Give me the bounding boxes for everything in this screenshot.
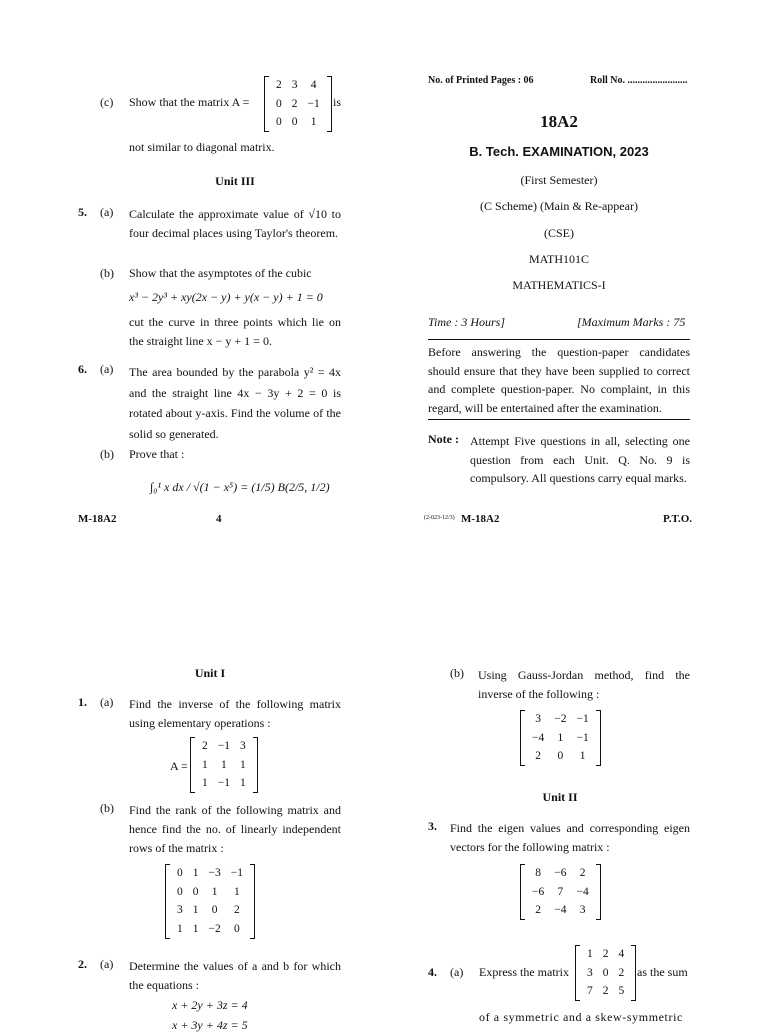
q5b-label: (b): [100, 266, 114, 280]
matrix-cell: 3: [535, 713, 541, 725]
q4c-matrix: [264, 76, 332, 132]
q2a-label: (a): [100, 957, 114, 971]
matrix-row: [172, 901, 248, 920]
footer-small-code: (2-023-12/3): [424, 515, 455, 521]
footer-page-number: 4: [216, 513, 222, 525]
matrix-row: [527, 729, 594, 748]
q2-number: 2.: [78, 957, 87, 971]
matrix-cell: −1: [576, 731, 589, 744]
matrix-cell: 2: [602, 948, 609, 960]
printed-pages: No. of Printed Pages : 06: [428, 75, 534, 86]
matrix-cell: 0: [276, 97, 282, 110]
matrix-cell: 2: [602, 985, 609, 998]
q5b-equation: x³ − 2y³ + xy(2x − y) + y(x − y) + 1 = 0: [129, 290, 323, 304]
matrix-cell: 3: [291, 79, 298, 91]
matrix-cell: 2: [535, 750, 541, 763]
q4-number: 4.: [428, 965, 437, 979]
matrix-cell: −4: [532, 731, 545, 744]
matrix-cell: −6: [554, 867, 567, 879]
q4a-text-after: as the sum: [637, 965, 688, 979]
matrix-cell: 1: [192, 923, 199, 936]
q5a-text: Calculate the approximate value of √10 to four decimal places using Taylor's theorem.: [129, 207, 341, 241]
matrix-cell: 3: [240, 740, 246, 752]
max-marks: [Maximum Marks : 75: [577, 315, 686, 329]
matrix-row: [271, 76, 325, 95]
scheme: (C Scheme) (Main & Re-appear): [480, 199, 638, 213]
q3-number: 3.: [428, 819, 437, 833]
matrix-cell: 3: [587, 966, 593, 979]
matrix-cell: 0: [234, 923, 240, 936]
unit1-heading: Unit I: [194, 666, 226, 680]
matrix-row: [197, 756, 251, 775]
matrix-cell: 0: [602, 966, 609, 979]
branch: (CSE): [544, 226, 574, 240]
footer-code-left: M-18A2: [78, 513, 117, 525]
matrix-cell: 1: [211, 885, 218, 898]
q5b-text2: cut the curve in three points which lie on the straight line x − y + 1 = 0.: [129, 315, 341, 349]
matrix-row: [172, 864, 248, 883]
matrix-cell: 0: [177, 885, 183, 898]
matrix-cell: 5: [618, 985, 625, 998]
matrix-row: [527, 710, 594, 729]
exam-title: B. Tech. EXAMINATION, 2023: [469, 144, 649, 159]
divider-bottom: [428, 419, 690, 420]
q6a-text: The area bounded by the parabola y² = 4x and the straight line 4x − 3y + 2 = 0 is rotated about y-axis. Find the volume of the solid so generated.: [129, 365, 341, 441]
q4c-text-cont: not similar to diagonal matrix.: [129, 140, 275, 154]
course-name: MATHEMATICS-I: [512, 278, 606, 292]
matrix-cell: 8: [535, 867, 541, 879]
matrix-cell: 2: [234, 904, 240, 917]
q4c-label: (c): [100, 95, 114, 109]
q5-number: 5.: [78, 205, 87, 219]
matrix-cell: −3: [208, 867, 221, 879]
q1a-text: Find the inverse of the following matrix using elementary operations :: [129, 697, 341, 731]
matrix-row: [527, 901, 594, 920]
unit3-heading: Unit III: [215, 174, 255, 188]
semester: (First Semester): [520, 173, 598, 187]
q1a-matrix-prefix: A =: [170, 759, 188, 773]
matrix-cell: 1: [310, 116, 317, 129]
exam-time: Time : 3 Hours]: [428, 315, 506, 329]
matrix-cell: 2: [291, 97, 298, 110]
footer-code-right: M-18A2: [461, 513, 500, 525]
q5a-label: (a): [100, 205, 114, 219]
q2b-label: (b): [450, 666, 464, 680]
q1b-label: (b): [100, 801, 114, 815]
matrix-cell: 1: [579, 750, 586, 763]
matrix-row: [527, 747, 594, 766]
matrix-cell: 1: [240, 777, 246, 790]
q4a-text-before: Express the matrix: [479, 965, 569, 979]
matrix-cell: −1: [307, 97, 320, 110]
q3-matrix: [520, 864, 601, 920]
matrix-cell: 1: [221, 758, 227, 771]
matrix-cell: 0: [192, 885, 199, 898]
course-code: MATH101C: [528, 252, 589, 266]
matrix-cell: 1: [202, 777, 208, 790]
matrix-cell: 4: [310, 79, 317, 91]
matrix-cell: 1: [202, 758, 208, 771]
matrix-row: [197, 774, 251, 793]
q4a-text-cont: of a symmetric and a skew-symmetric: [479, 1010, 683, 1024]
q6b-equation: ∫₀¹ x dx / √(1 − x⁵) = (1/5) B(2/5, 1/2): [150, 480, 330, 494]
matrix-row: [271, 95, 325, 114]
divider-top: [428, 339, 690, 340]
q2a-equation-1: x + 2y + 3z = 4: [172, 998, 248, 1012]
matrix-cell: −1: [230, 867, 243, 879]
matrix-row: [197, 737, 251, 756]
matrix-row: [172, 920, 248, 939]
matrix-cell: 7: [587, 985, 593, 998]
q5b-text1: Show that the asymptotes of the cubic: [129, 266, 312, 280]
q4c-text-before: Show that the matrix A =: [129, 95, 250, 109]
matrix-cell: 0: [211, 904, 218, 917]
matrix-cell: 2: [276, 79, 282, 91]
matrix-cell: −1: [576, 713, 589, 725]
matrix-cell: −2: [208, 923, 221, 936]
q2b-matrix: [520, 710, 601, 766]
note-text: Attempt Five questions in all, selecting one question from each Unit. Q. No. 9 is compulsory. All questions carry equal marks.: [470, 434, 690, 486]
matrix-row: [582, 945, 629, 964]
matrix-cell: −6: [532, 885, 545, 898]
matrix-cell: 0: [291, 116, 298, 129]
q1b-matrix: [165, 864, 255, 939]
matrix-cell: −1: [217, 777, 230, 790]
matrix-cell: 2: [618, 966, 625, 979]
matrix-cell: 1: [587, 948, 593, 960]
q1a-matrix: [190, 737, 258, 793]
matrix-cell: −4: [576, 885, 589, 898]
q6-number: 6.: [78, 362, 87, 376]
note-label: Note :: [428, 432, 459, 446]
matrix-cell: 1: [192, 867, 199, 879]
q2a-equation-2: x + 3y + 4z = 5: [172, 1018, 248, 1032]
matrix-row: [582, 964, 629, 983]
matrix-row: [582, 982, 629, 1001]
q4a-label: (a): [450, 965, 464, 979]
q6b-label: (b): [100, 447, 114, 461]
roll-number: Roll No. ........................: [590, 75, 688, 86]
matrix-cell: 0: [177, 867, 183, 879]
matrix-cell: 3: [177, 904, 183, 917]
matrix-cell: 3: [579, 904, 586, 917]
matrix-cell: 0: [276, 116, 282, 129]
footer-pto: P.T.O.: [663, 513, 693, 525]
matrix-cell: 1: [234, 885, 240, 898]
matrix-row: [271, 113, 325, 132]
q4a-matrix: [575, 945, 636, 1001]
matrix-cell: 2: [579, 867, 586, 879]
matrix-row: [527, 864, 594, 883]
matrix-cell: 1: [557, 731, 564, 744]
paper-code: 18A2: [540, 112, 578, 131]
q4c-text-after: is: [333, 95, 342, 109]
matrix-cell: 1: [192, 904, 199, 917]
matrix-cell: −2: [554, 713, 567, 725]
q6b-text: Prove that :: [129, 447, 185, 461]
matrix-cell: 1: [240, 758, 246, 771]
instructions: Before answering the question-paper candidates should ensure that they have been supplied to correct and complete question-paper. No complaint, in this regard, will be entertained after the examination.: [428, 345, 690, 415]
matrix-cell: −4: [554, 904, 567, 917]
q1a-label: (a): [100, 695, 114, 709]
matrix-cell: 7: [557, 885, 564, 898]
unit2-heading: Unit II: [542, 790, 578, 804]
matrix-row: [527, 883, 594, 902]
q1-number: 1.: [78, 695, 87, 709]
matrix-cell: 2: [202, 740, 208, 752]
matrix-cell: 1: [177, 923, 183, 936]
matrix-cell: −1: [217, 740, 230, 752]
q3-text: Find the eigen values and corresponding eigen vectors for the following matrix :: [450, 821, 690, 855]
matrix-cell: 4: [618, 948, 625, 960]
q6a-label: (a): [100, 362, 114, 376]
matrix-cell: 0: [557, 750, 564, 763]
matrix-cell: 2: [535, 904, 541, 917]
q2b-text: Using Gauss-Jordan method, find the inverse of the following :: [478, 668, 690, 702]
q1b-text: Find the rank of the following matrix and hence find the no. of linearly independent rows of the matrix :: [129, 803, 341, 856]
matrix-row: [172, 883, 248, 902]
q2a-text: Determine the values of a and b for which the equations :: [129, 959, 341, 993]
